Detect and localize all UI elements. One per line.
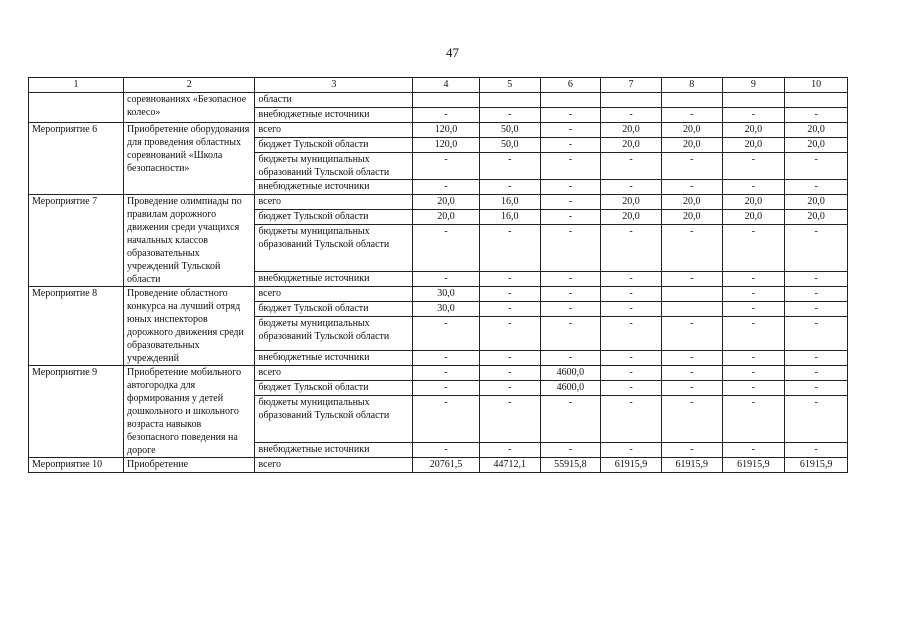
value-cell: - — [479, 366, 540, 381]
value-cell: - — [785, 153, 848, 180]
value-cell: - — [413, 396, 480, 443]
value-cell: 20,0 — [661, 138, 722, 153]
value-cell: 61915,9 — [785, 458, 848, 473]
value-cell: - — [661, 153, 722, 180]
header-row — [29, 78, 848, 93]
value-cell: 20,0 — [601, 123, 662, 138]
value-cell: - — [722, 366, 785, 381]
value-cell: - — [413, 443, 480, 458]
value-cell: - — [601, 153, 662, 180]
funding-source-cell: внебюджетные источники — [255, 180, 413, 195]
measure-id-cell: Мероприятие 6 — [29, 123, 124, 195]
value-cell: - — [540, 108, 601, 123]
value-cell: - — [601, 272, 662, 287]
value-cell: 20,0 — [661, 195, 722, 210]
value-cell: - — [661, 443, 722, 458]
value-cell: - — [479, 153, 540, 180]
value-cell: - — [479, 180, 540, 195]
value-cell: - — [479, 108, 540, 123]
measure-name-cell: соревнованиях «Безопасное колесо» — [124, 93, 255, 123]
value-cell: - — [661, 396, 722, 443]
measure-id-cell: Мероприятие 7 — [29, 195, 124, 287]
table-row — [29, 366, 848, 381]
table-row — [29, 93, 848, 108]
value-cell: - — [601, 302, 662, 317]
value-cell: 20761,5 — [413, 458, 480, 473]
value-cell: 4600,0 — [540, 381, 601, 396]
table-row — [29, 287, 848, 302]
value-cell: 20,0 — [785, 123, 848, 138]
funding-source-cell: бюджеты муниципальных образований Тульской области — [255, 153, 413, 180]
value-cell: - — [540, 272, 601, 287]
value-cell: 20,0 — [661, 210, 722, 225]
value-cell: 20,0 — [413, 210, 480, 225]
value-cell: 44712,1 — [479, 458, 540, 473]
value-cell: - — [540, 396, 601, 443]
page-number: 47 — [446, 45, 459, 60]
table-row — [29, 195, 848, 210]
value-cell: - — [722, 381, 785, 396]
value-cell: - — [785, 366, 848, 381]
value-cell — [661, 302, 722, 317]
header-cell: 4 — [413, 78, 480, 93]
value-cell: - — [479, 225, 540, 272]
measure-name-cell: Приобретение — [124, 458, 255, 473]
value-cell: - — [601, 351, 662, 366]
value-cell: 16,0 — [479, 210, 540, 225]
value-cell: - — [785, 225, 848, 272]
value-cell: - — [785, 317, 848, 351]
funding-source-cell: внебюджетные источники — [255, 108, 413, 123]
value-cell: - — [601, 443, 662, 458]
value-cell: - — [722, 302, 785, 317]
value-cell: 20,0 — [722, 195, 785, 210]
value-cell — [540, 93, 601, 108]
funding-source-cell: внебюджетные источники — [255, 443, 413, 458]
value-cell: - — [540, 195, 601, 210]
value-cell: 20,0 — [601, 210, 662, 225]
value-cell: 20,0 — [785, 210, 848, 225]
value-cell: - — [785, 443, 848, 458]
value-cell: 50,0 — [479, 123, 540, 138]
header-cell: 6 — [540, 78, 601, 93]
value-cell — [479, 93, 540, 108]
value-cell: - — [722, 317, 785, 351]
measure-name-cell: Проведение олимпиады по правилам дорожного движения среди учащихся начальных классов образовательных учреждений Тульской области — [124, 195, 255, 287]
value-cell: - — [540, 153, 601, 180]
value-cell — [661, 93, 722, 108]
header-cell: 10 — [785, 78, 848, 93]
value-cell: 55915,8 — [540, 458, 601, 473]
value-cell: - — [601, 225, 662, 272]
value-cell: - — [601, 366, 662, 381]
value-cell: - — [785, 287, 848, 302]
value-cell: 20,0 — [722, 123, 785, 138]
funding-source-cell: всего — [255, 123, 413, 138]
funding-source-cell: бюджеты муниципальных образований Тульской области — [255, 225, 413, 272]
funding-source-cell: бюджет Тульской области — [255, 381, 413, 396]
value-cell: - — [413, 153, 480, 180]
funding-table — [28, 77, 848, 473]
value-cell: - — [722, 108, 785, 123]
value-cell: - — [661, 317, 722, 351]
value-cell: - — [722, 153, 785, 180]
value-cell: - — [540, 302, 601, 317]
header-cell: 7 — [601, 78, 662, 93]
table-row — [29, 123, 848, 138]
header-cell: 1 — [29, 78, 124, 93]
value-cell: 4600,0 — [540, 366, 601, 381]
value-cell: - — [540, 180, 601, 195]
value-cell: - — [413, 225, 480, 272]
value-cell: - — [722, 225, 785, 272]
value-cell: - — [479, 443, 540, 458]
value-cell: - — [722, 351, 785, 366]
header-cell: 2 — [124, 78, 255, 93]
header-cell: 3 — [255, 78, 413, 93]
value-cell: 120,0 — [413, 123, 480, 138]
funding-source-cell: внебюджетные источники — [255, 351, 413, 366]
value-cell: 120,0 — [413, 138, 480, 153]
value-cell: - — [540, 317, 601, 351]
value-cell: - — [601, 180, 662, 195]
value-cell: - — [540, 225, 601, 272]
measure-id-cell: Мероприятие 9 — [29, 366, 124, 458]
funding-source-cell: всего — [255, 195, 413, 210]
funding-source-cell: всего — [255, 287, 413, 302]
header-cell: 9 — [722, 78, 785, 93]
measure-name-cell: Приобретение оборудования для проведения областных соревнований «Школа безопасности» — [124, 123, 255, 195]
funding-source-cell: бюджет Тульской области — [255, 210, 413, 225]
value-cell: - — [540, 123, 601, 138]
value-cell: - — [785, 351, 848, 366]
value-cell: 16,0 — [479, 195, 540, 210]
value-cell: - — [785, 381, 848, 396]
header-cell: 5 — [479, 78, 540, 93]
value-cell: - — [722, 180, 785, 195]
funding-source-cell: бюджеты муниципальных образований Тульской области — [255, 396, 413, 443]
value-cell: - — [601, 287, 662, 302]
funding-source-cell: бюджеты муниципальных образований Тульской области — [255, 317, 413, 351]
value-cell: - — [722, 396, 785, 443]
value-cell: 61915,9 — [601, 458, 662, 473]
value-cell: - — [601, 108, 662, 123]
funding-source-cell: всего — [255, 458, 413, 473]
value-cell: - — [661, 272, 722, 287]
value-cell: - — [785, 396, 848, 443]
value-cell: - — [661, 351, 722, 366]
value-cell: - — [479, 272, 540, 287]
value-cell: - — [413, 272, 480, 287]
value-cell: 20,0 — [601, 138, 662, 153]
value-cell: - — [661, 180, 722, 195]
measure-id-cell: Мероприятие 10 — [29, 458, 124, 473]
value-cell: - — [540, 287, 601, 302]
value-cell: - — [413, 317, 480, 351]
value-cell: - — [785, 108, 848, 123]
value-cell: - — [722, 272, 785, 287]
value-cell: - — [540, 210, 601, 225]
value-cell: - — [601, 381, 662, 396]
value-cell: - — [540, 443, 601, 458]
value-cell: - — [722, 287, 785, 302]
value-cell — [601, 93, 662, 108]
value-cell: 20,0 — [661, 123, 722, 138]
value-cell: 20,0 — [413, 195, 480, 210]
funding-source-cell: области — [255, 93, 413, 108]
measure-name-cell: Проведение областного конкурса на лучший отряд юных инспекторов дорожного движения среди образовательных учреждений — [124, 287, 255, 366]
value-cell: - — [661, 225, 722, 272]
value-cell: - — [540, 138, 601, 153]
value-cell: - — [661, 381, 722, 396]
funding-source-cell: внебюджетные источники — [255, 272, 413, 287]
value-cell: - — [785, 272, 848, 287]
value-cell: - — [413, 108, 480, 123]
value-cell: - — [413, 381, 480, 396]
value-cell: - — [479, 351, 540, 366]
measure-name-cell: Приобретение мобильного автогородка для формирования у детей дошкольного и школьного возраста навыков безопасного поведения на дороге — [124, 366, 255, 458]
value-cell — [413, 93, 480, 108]
funding-source-cell: всего — [255, 366, 413, 381]
value-cell: - — [479, 302, 540, 317]
value-cell: - — [413, 351, 480, 366]
value-cell: 50,0 — [479, 138, 540, 153]
value-cell: 30,0 — [413, 287, 480, 302]
value-cell: 20,0 — [785, 138, 848, 153]
value-cell: - — [601, 317, 662, 351]
value-cell: - — [785, 302, 848, 317]
value-cell: 61915,9 — [722, 458, 785, 473]
value-cell: 20,0 — [722, 138, 785, 153]
value-cell: 30,0 — [413, 302, 480, 317]
value-cell: - — [479, 317, 540, 351]
value-cell: - — [722, 443, 785, 458]
value-cell — [722, 93, 785, 108]
value-cell — [661, 287, 722, 302]
value-cell: - — [661, 108, 722, 123]
value-cell: - — [601, 396, 662, 443]
value-cell: - — [540, 351, 601, 366]
value-cell: - — [479, 396, 540, 443]
value-cell: - — [413, 180, 480, 195]
value-cell: - — [661, 366, 722, 381]
value-cell: - — [785, 180, 848, 195]
value-cell: 20,0 — [722, 210, 785, 225]
table-row — [29, 458, 848, 473]
value-cell: - — [479, 287, 540, 302]
funding-source-cell: бюджет Тульской области — [255, 138, 413, 153]
table-body — [29, 93, 848, 473]
funding-source-cell: бюджет Тульской области — [255, 302, 413, 317]
value-cell — [785, 93, 848, 108]
measure-id-cell — [29, 93, 124, 123]
header-cell: 8 — [661, 78, 722, 93]
value-cell: 20,0 — [785, 195, 848, 210]
value-cell: - — [479, 381, 540, 396]
measure-id-cell: Мероприятие 8 — [29, 287, 124, 366]
value-cell: - — [413, 366, 480, 381]
value-cell: 61915,9 — [661, 458, 722, 473]
value-cell: 20,0 — [601, 195, 662, 210]
